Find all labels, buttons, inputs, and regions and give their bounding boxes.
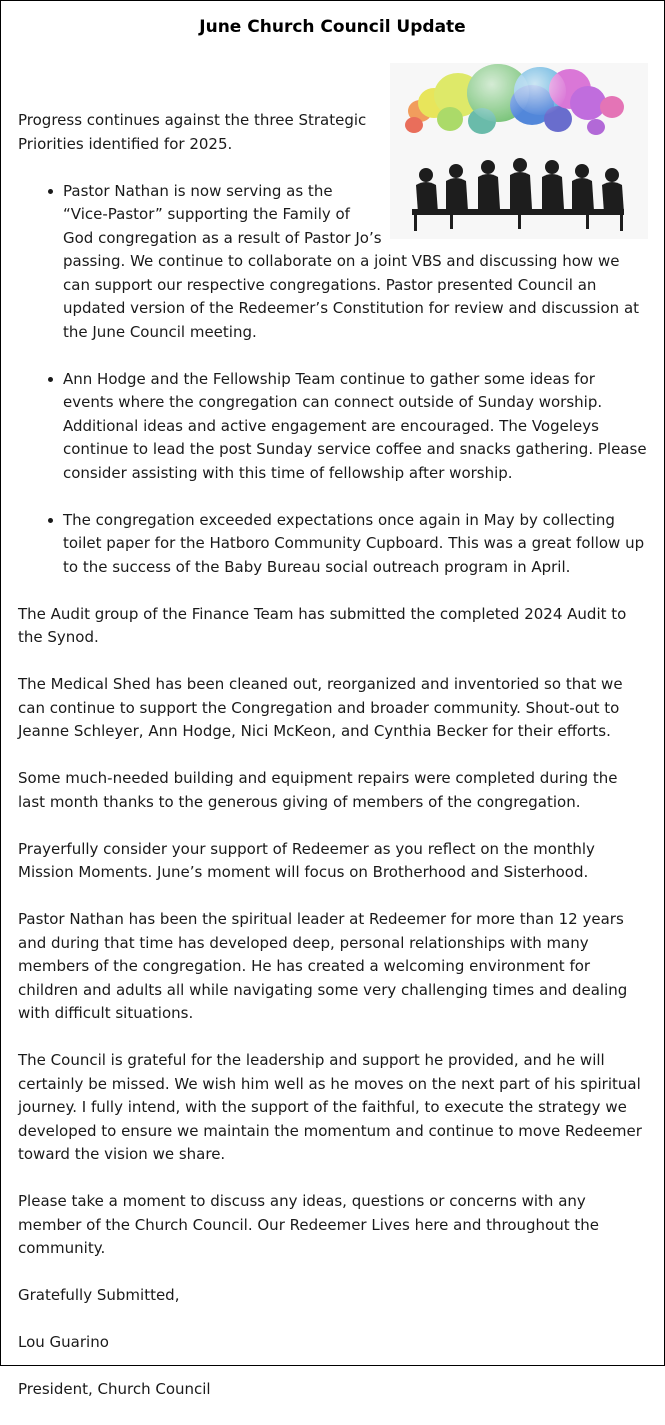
pastor-nathan-paragraph: Pastor Nathan has been the spiritual leader at Redeemer for more than 12 years and during that time has developed deep, personal relationships with many members of the congregation. He has created a welcoming environment for children and adults all while navigating some very challenging times and dealing with difficult situations.	[18, 910, 628, 1022]
signature-name: Lou Guarino	[18, 1333, 109, 1351]
signature-role: President, Church Council	[18, 1380, 211, 1398]
mission-moments-paragraph: Prayerfully consider your support of Redeemer as you reflect on the monthly Mission Moments. June’s moment will focus on Brotherhood and Sisterhood.	[18, 839, 595, 881]
page-title: June Church Council Update	[199, 17, 466, 37]
repairs-paragraph: Some much-needed building and equipment repairs were completed during the last month thanks to the generous giving of members of the congregation.	[18, 769, 618, 811]
discussion-paragraph: Please take a moment to discuss any ideas, questions or concerns with any member of the Church Council. Our Redeemer Lives here and throughout the community.	[18, 1192, 600, 1257]
medical-shed-paragraph: The Medical Shed has been cleaned out, reorganized and inventoried so that we can continue to support the Congregation and broader community. Shout-out to Jeanne Schleyer, Ann Hodge, Nici McKeon, and Cynthia Becker for their efforts.	[18, 675, 623, 740]
document-body	[18, 63, 648, 1425]
council-gratitude-paragraph: The Council is grateful for the leadership and support he provided, and he will certainly be missed. We wish him well as he moves on the next part of his spiritual journey. I fully intend, with the support of the faithful, to execute the strategy we developed to ensure we maintain the momentum and continue to move Redeemer toward the vision we share.	[18, 1051, 642, 1163]
list-item: The congregation exceeded expectations once again in May by collecting toilet paper for the Hatboro Community Cupboard. This was a great follow up to the success of the Baby Bureau social outreach program in April.	[63, 509, 648, 580]
signature-closing: Gratefully Submitted,	[18, 1286, 180, 1304]
list-item: Ann Hodge and the Fellowship Team continue to gather some ideas for events where the congregation can connect outside of Sunday worship. Additional ideas and active engagement are encouraged. The Vogeleys continue to lead the post Sunday service coffee and snacks gathering. Please consider assisting with this time of fellowship after worship.	[63, 368, 648, 486]
priorities-list	[18, 180, 648, 580]
audit-paragraph: The Audit group of the Finance Team has submitted the completed 2024 Audit to the Synod.	[18, 604, 627, 646]
intro-paragraph: Progress continues against the three Strategic Priorities identified for 2025.	[18, 111, 367, 153]
list-item: Pastor Nathan is now serving as the “Vice-Pastor” supporting the Family of God congregation as a result of Pastor Jo’s passing. We continue to collaborate on a joint VBS and discussing how we can support our respective congregations. Pastor presented Council an updated version of the Redeemer’s Constitution for review and discussion at the June Council meeting.	[63, 180, 648, 345]
signature-block	[18, 1284, 648, 1402]
